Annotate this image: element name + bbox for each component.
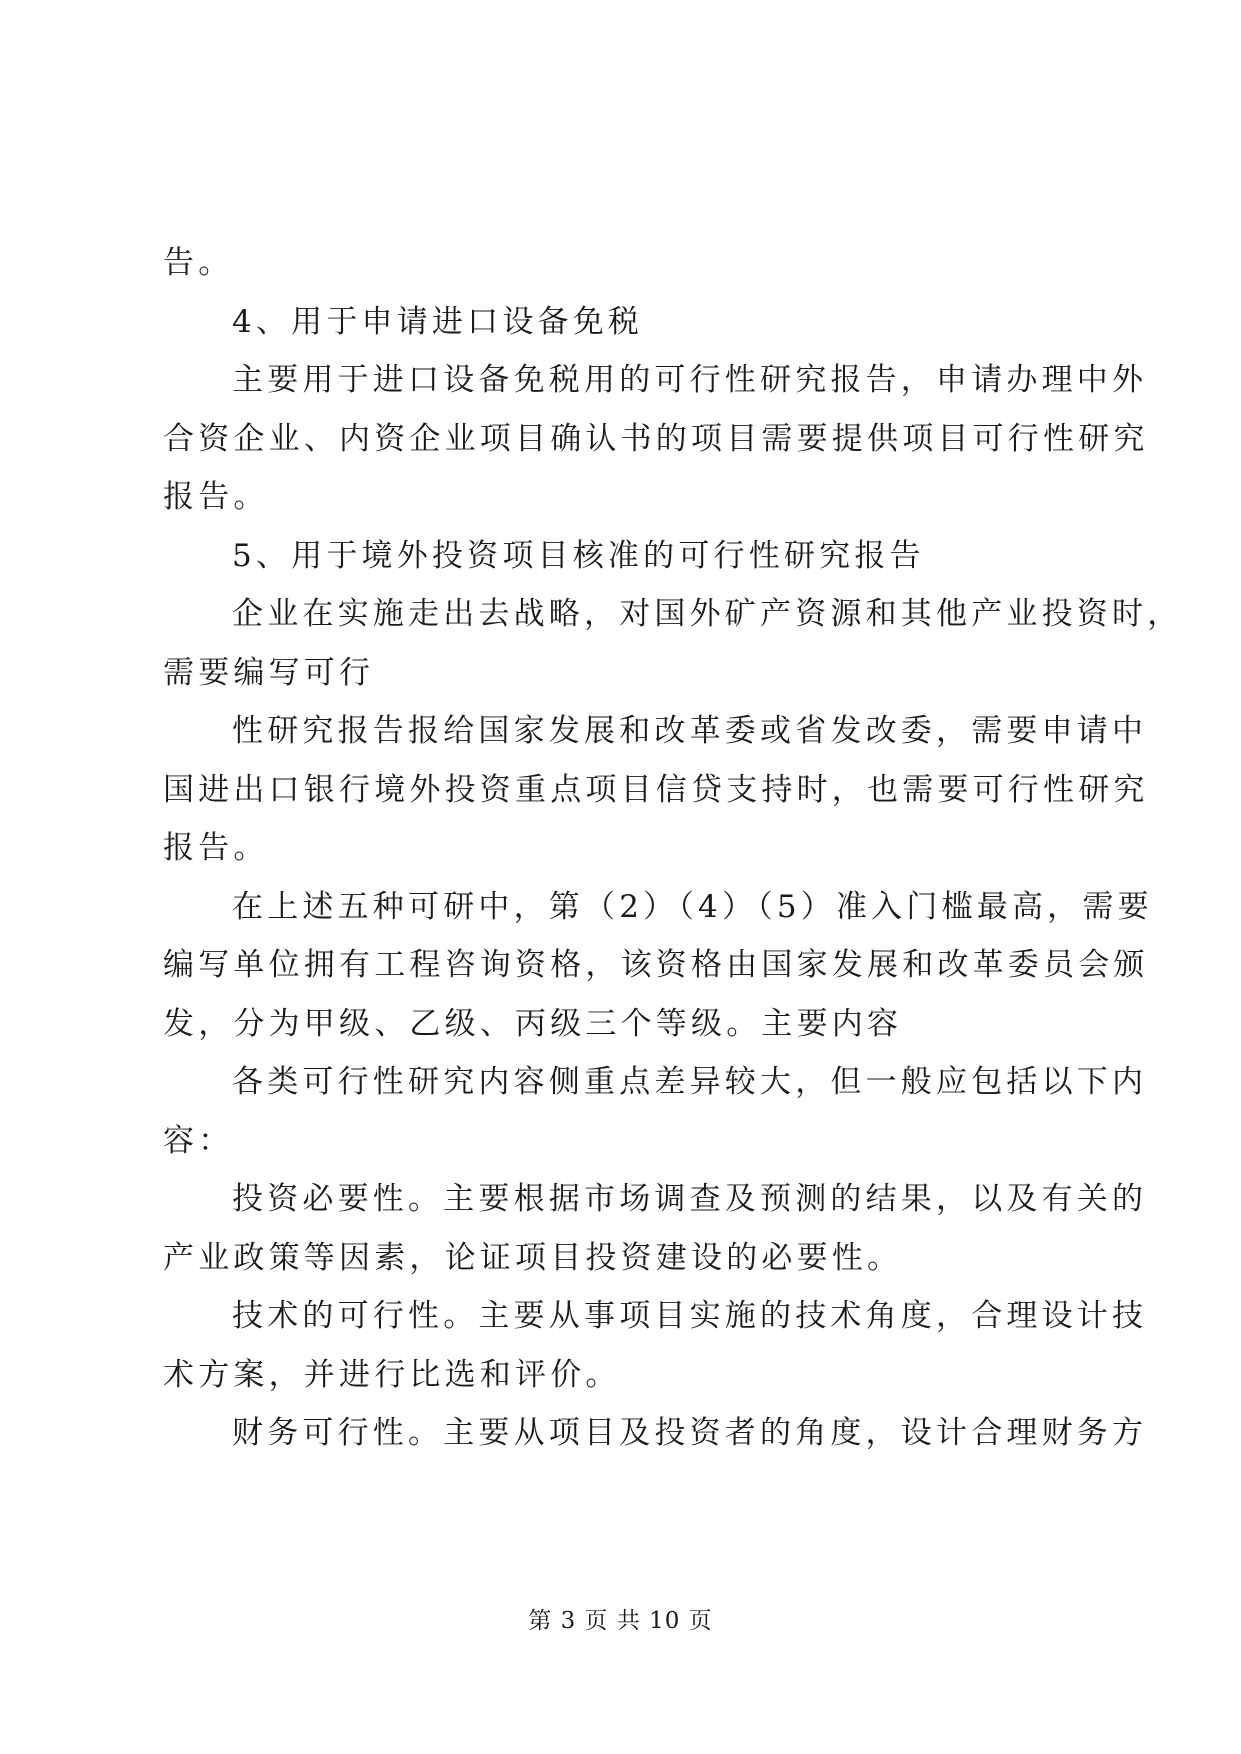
text-line: 财务可行性。主要从项目及投资者的角度，设计合理财务方 (232, 1415, 1148, 1451)
text-line: 告。 (163, 245, 234, 281)
text-line: 报告。 (163, 830, 269, 866)
text-line: 发，分为甲级、乙级、丙级三个等级。主要内容 (163, 1005, 903, 1042)
text-line: 编写单位拥有工程咨询资格，该资格由国家发展和改革委员会颁 (163, 947, 1149, 983)
page-footer (0, 1602, 1241, 1635)
text-line: 报告。 (163, 479, 269, 515)
text-line: 在上述五种可研中，第（2）（4）（5）准入门槛最高，需要 (232, 888, 1153, 925)
text-line: 国进出口银行境外投资重点项目信贷支持时，也需要可行性研究 (163, 771, 1149, 808)
text-line: 产业政策等因素，论证项目投资建设的必要性。 (163, 1239, 903, 1276)
text-line: 需要编写可行 (163, 654, 375, 691)
document-body (163, 234, 1183, 1463)
text-line: 术方案，并进行比选和评价。 (163, 1356, 621, 1393)
text-line: 各类可行性研究内容侧重点差异较大，但一般应包括以下内 (232, 1064, 1148, 1100)
text-line: 技术的可行性。主要从事项目实施的技术角度，合理设计技 (232, 1298, 1148, 1334)
text-line: 容： (163, 1122, 234, 1159)
page-number-label: 第 3 页 共 10 页 (528, 1608, 713, 1634)
text-line: 合资企业、内资企业项目确认书的项目需要提供项目可行性研究 (163, 420, 1149, 457)
text-line: 投资必要性。主要根据市场调查及预测的结果，以及有关的 (232, 1181, 1148, 1217)
heading-item-4: 4、用于申请进口设备免税 (232, 303, 644, 340)
text-line: 企业在实施走出去战略，对国外矿产资源和其他产业投资时， (232, 596, 1183, 632)
text-line: 性研究报告报给国家发展和改革委或省发改委，需要申请中 (232, 713, 1148, 749)
heading-item-5: 5、用于境外投资项目核准的可行性研究报告 (232, 537, 925, 574)
text-line: 主要用于进口设备免税用的可行性研究报告，申请办理中外 (232, 362, 1148, 398)
